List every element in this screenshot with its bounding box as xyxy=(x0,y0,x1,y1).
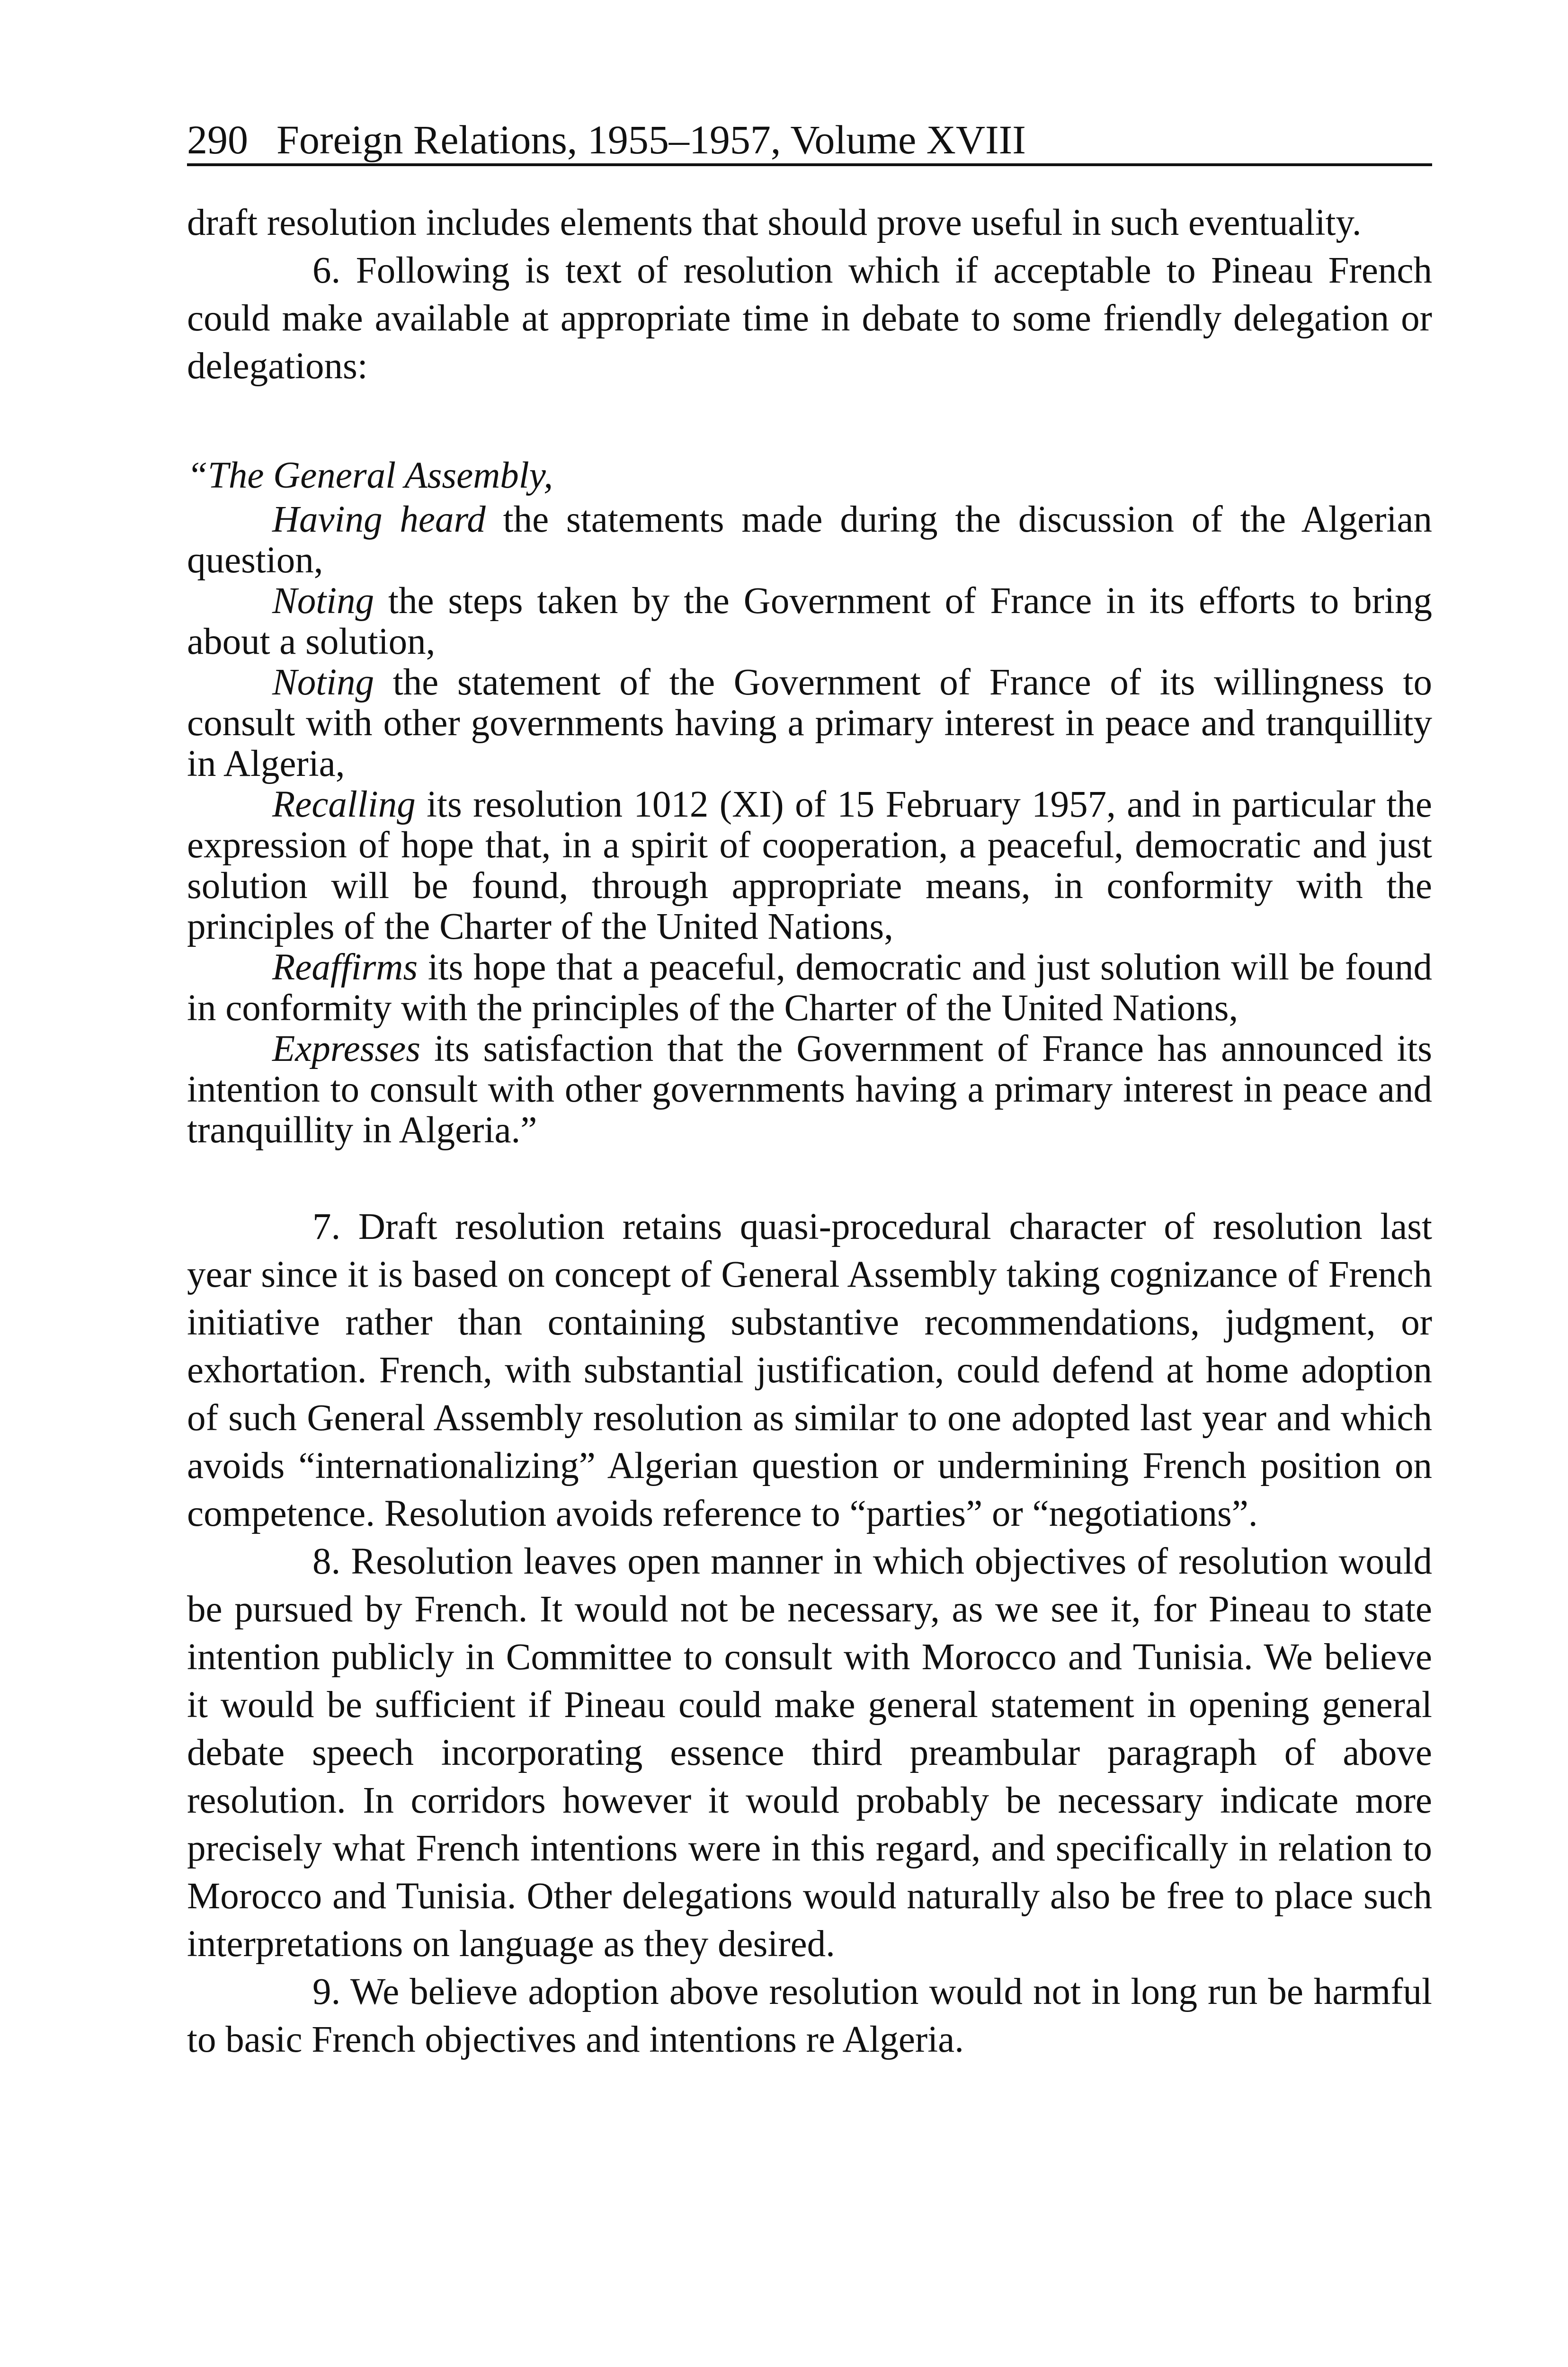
paragraph-9: 9. We believe adoption above resolution would not in long run be harmful to basic French objectives and intentions re Algeria. xyxy=(187,1971,1432,2060)
resolution-clause xyxy=(187,662,1432,784)
clause-lead: Having heard xyxy=(272,499,486,540)
paragraph-6: 6. Following is text of resolution which if acceptable to Pineau French could make available at appropriate time in debate to some friendly delegation or delegations: xyxy=(187,250,1432,387)
clause-lead: Reaffirms xyxy=(272,947,418,988)
running-header xyxy=(187,116,1432,166)
paragraph-8: 8. Resolution leaves open manner in which objectives of resolution would be pursued by French. It would not be necessary, as we see it, for Pineau to state intention publicly in Committee to consult with Morocco and Tunisia. We believe it would be sufficient if Pineau could make general statement in opening general debate speech incorporating essence third preambular paragraph of above resolution. In corridors however it would probably be necessary indicate more precisely what French intentions were in this regard, and specifically in relation to Morocco and Tunisia. Other delegations would naturally also be free to place such interpretations on language as they desired. xyxy=(187,1541,1432,1965)
clause-text: the steps taken by the Government of France in its efforts to bring about a solution, xyxy=(187,580,1432,662)
clause-lead: Recalling xyxy=(272,784,416,825)
running-title: Foreign Relations, 1955–1957, Volume XVIII xyxy=(276,117,1026,162)
resolution-clause xyxy=(187,581,1432,662)
paragraph-7: 7. Draft resolution retains quasi-procedural character of resolution last year since it is based on concept of General Assembly taking cognizance of French initiative rather than containing substantive recommendations, judgment, or exhortation. French, with substantial justification, could defend at home adoption of such General Assembly resolution as similar to one adopted last year and which avoids “internationalizing” Algerian question or undermining French position on competence. Resolution avoids reference to “parties” or “negotiations”. xyxy=(187,1206,1432,1534)
resolution-clause xyxy=(187,1029,1432,1151)
clause-text: the statement of the Government of France of its willingness to consult with other governments having a primary interest in peace and tranquillity in Algeria, xyxy=(187,662,1432,784)
page-number: 290 xyxy=(187,117,248,162)
clause-text: its resolution 1012 (XI) of 15 February 1957, and in particular the expression of hope that, in a spirit of cooperation, a peaceful, democratic and just solution will be found, through appropriate means, in conformity with the principles of the Charter of the United Nations, xyxy=(187,784,1432,947)
resolution-text xyxy=(187,452,1432,1151)
clause-text: the statements made during the discussion of the Algerian question, xyxy=(187,499,1432,581)
resolution-clause xyxy=(187,947,1432,1029)
clause-lead: Noting xyxy=(272,662,374,703)
resolution-clause xyxy=(187,784,1432,947)
clause-lead: Expresses xyxy=(272,1028,420,1069)
body-text xyxy=(187,199,1432,2064)
resolution-heading: “The General Assembly, xyxy=(187,455,553,496)
clause-text: its hope that a peaceful, democratic and just solution will be found in conformity with the principles of the Charter of the United Nations, xyxy=(187,947,1432,1029)
clause-text: its satisfaction that the Government of France has announced its intention to consult with other governments having a primary interest in peace and tranquillity in Algeria.” xyxy=(187,1028,1432,1151)
resolution-clause xyxy=(187,499,1432,581)
paragraph-5-continuation: draft resolution includes elements that should prove useful in such eventuality. xyxy=(187,202,1362,243)
clause-lead: Noting xyxy=(272,580,374,622)
